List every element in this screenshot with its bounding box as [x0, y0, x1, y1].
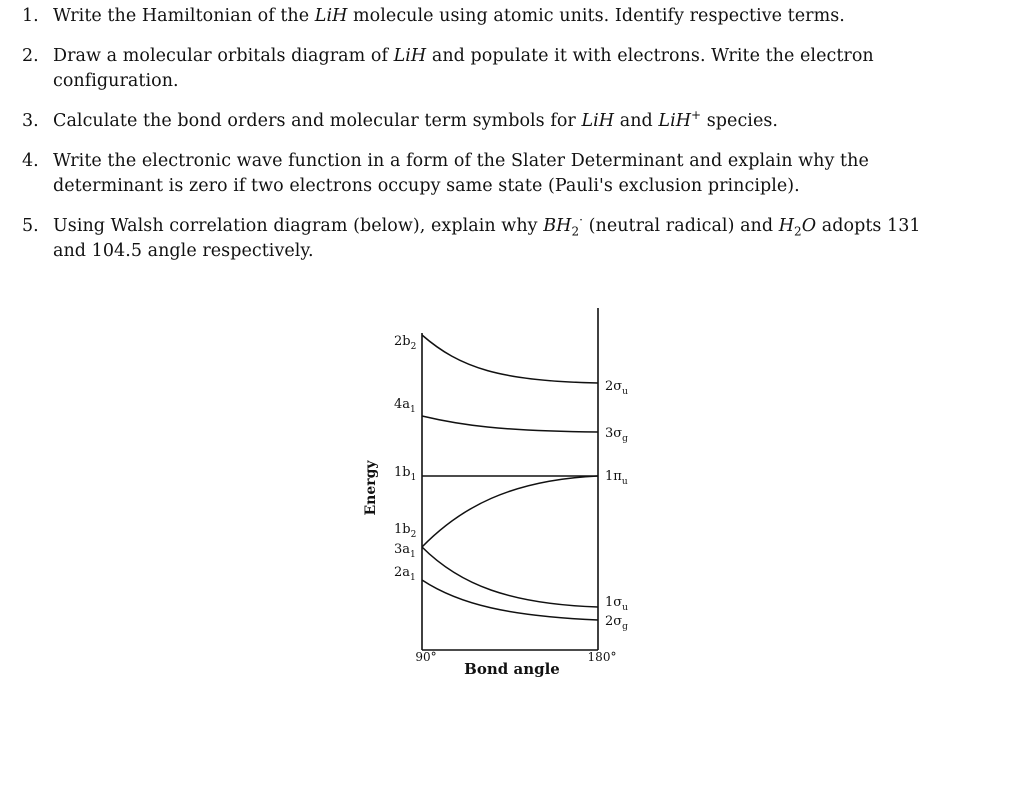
question-2 — [22, 44, 952, 94]
question-number: 3. — [22, 111, 39, 131]
label-3sigma-g: $3\sigma_g$ — [605, 426, 628, 444]
question-3 — [22, 109, 952, 134]
question-text: Using Walsh correlation diagram (below), explain why $BH_2^\cdot$ (neutral radical) and $H_2O$ adopts 131 and 104.5 angle respectively. — [53, 213, 921, 261]
question-5 — [22, 214, 952, 264]
question-1 — [22, 4, 952, 29]
label-1sigma-u: $1\sigma_u$ — [605, 595, 628, 613]
label-3a1: $3a_1$ — [394, 542, 416, 560]
y-axis-label: Energy — [363, 460, 379, 516]
label-2a1: $2a_1$ — [394, 565, 416, 583]
label-2b2: $2b_2$ — [394, 334, 417, 352]
x-tick-90: 90° — [415, 650, 437, 664]
label-2sigma-u: $2\sigma_u$ — [605, 379, 628, 397]
label-1pi-u: $1\pi_u$ — [605, 469, 628, 487]
question-number: 4. — [22, 151, 39, 171]
question-list — [22, 4, 952, 279]
curve-4a1-3sigma-g — [422, 416, 598, 432]
curve-2a1-2sigma-g — [422, 580, 598, 620]
question-number: 1. — [22, 6, 39, 26]
curve-2b2-2sigma-u — [422, 335, 598, 383]
walsh-diagram — [350, 300, 660, 690]
question-number: 5. — [22, 216, 39, 236]
x-axis-label: Bond angle — [464, 660, 560, 678]
walsh-diagram-svg — [350, 300, 660, 690]
label-1b1: $1b_1$ — [394, 465, 417, 483]
question-text: Calculate the bond orders and molecular term symbols for LiH and LiH+ species. — [53, 108, 779, 131]
question-4 — [22, 149, 952, 199]
question-text: Write the electronic wave function in a form of the Slater Determinant and explain why the determinant is zero if two electrons occupy same state (Pauli's exclusion principle). — [53, 151, 869, 196]
question-number: 2. — [22, 46, 39, 66]
curve-1b2-1sigma-u — [422, 547, 598, 607]
curve-3a1-1pi-u — [422, 476, 598, 547]
question-text: Write the Hamiltonian of the LiH molecule using atomic units. Identify respective terms. — [53, 6, 845, 26]
x-tick-180: 180° — [587, 650, 617, 664]
label-2sigma-g: $2\sigma_g$ — [605, 614, 628, 632]
question-text: Draw a molecular orbitals diagram of LiH and populate it with electrons. Write the electron configuration. — [53, 46, 874, 91]
label-1b2: $1b_2$ — [394, 522, 417, 540]
label-4a1: $4a_1$ — [394, 397, 416, 415]
